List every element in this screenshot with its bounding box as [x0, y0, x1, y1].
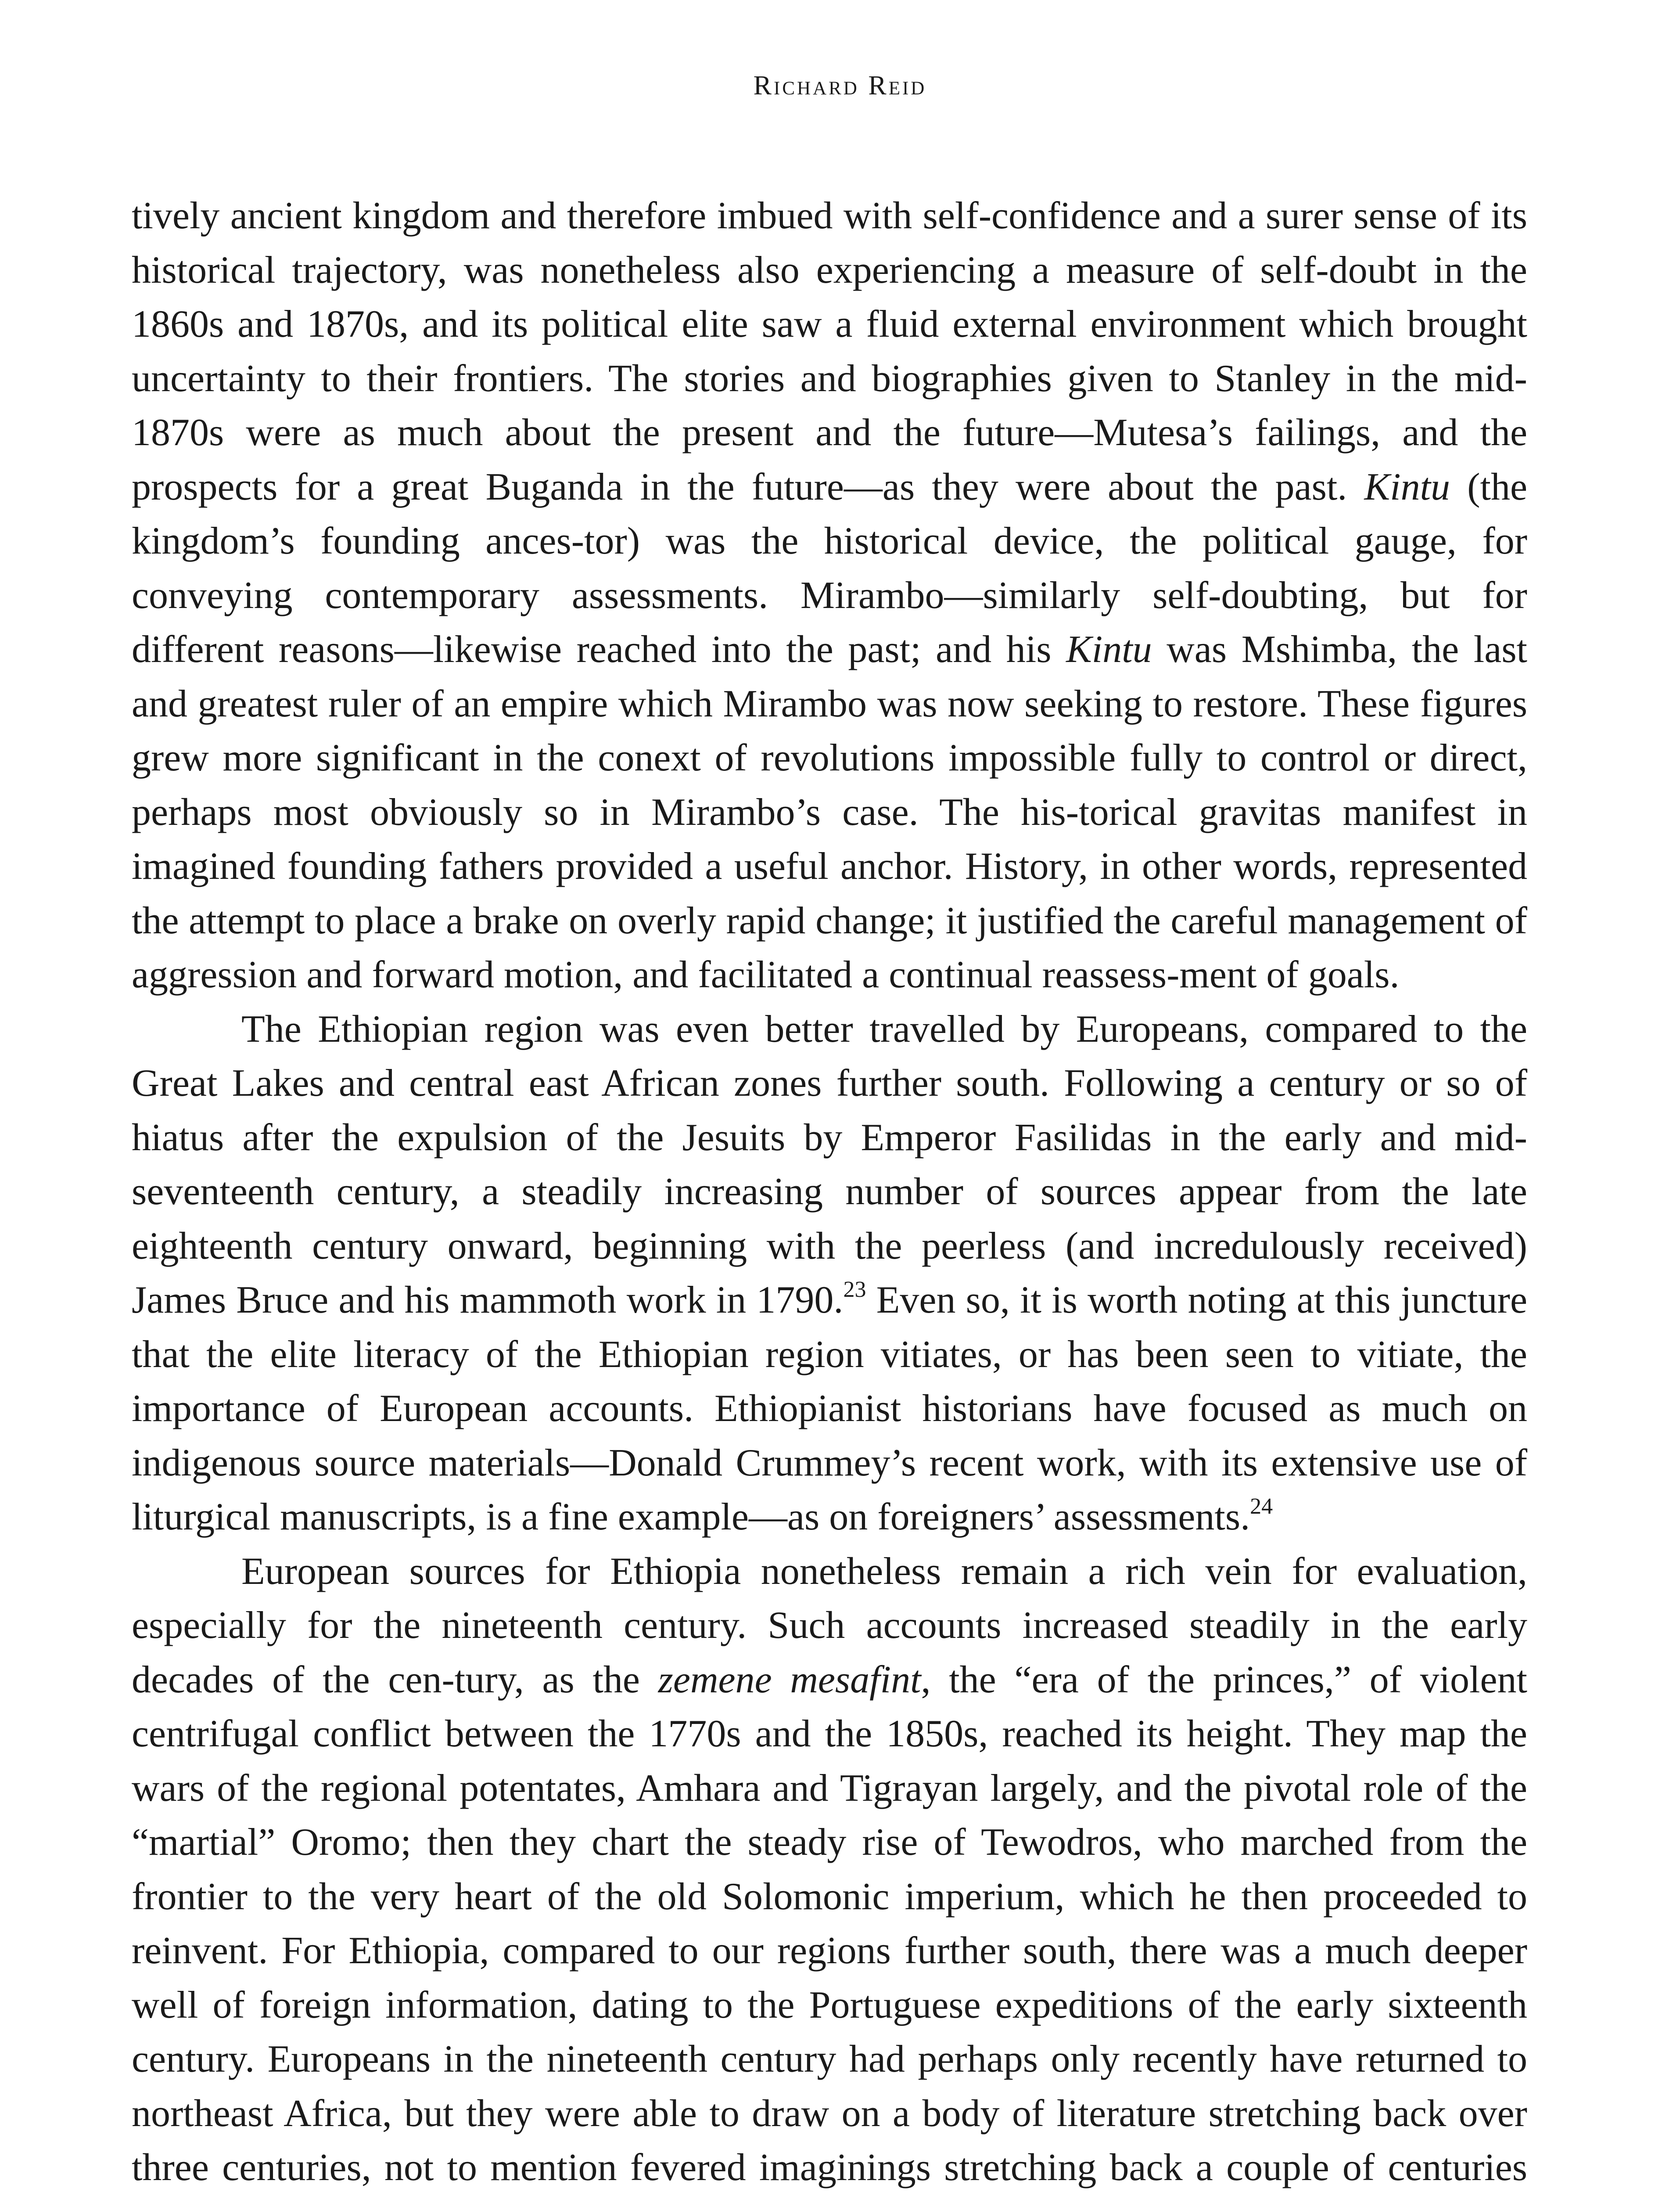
text-run: The Ethiopian region was even better travelled by Europeans, compared to the Great Lakes and central east African zones further south. Following a century or so of hiatus after the expulsion of the Jesuits by Emperor Fasilidas in the early and mid-seventeenth century, a steadily increasing number of sources appear from the late eighteenth century onward, beginning with the peerless (and incredulously received) James Bruce and his mammoth work in 1790. [132, 1008, 1527, 1321]
footnote-ref: 23 [843, 1277, 866, 1302]
paragraph-3 [132, 1544, 1527, 2195]
footnote-ref: 24 [1250, 1494, 1273, 1519]
text-run: , the “era of the princes,” of violent centrifugal conflict between the 1770s and the 1850s, reached its height. They map the wars of the regional potentates, Amhara and Tigrayan largely, and the pivotal role of the “martial” Oromo; then they chart the steady rise of Tewodros, who marched from the frontier to the very heart of the old Solomonic imperium, which he then proceeded to reinvent. For Ethiopia, compared to our regions further south, there was a much deeper well of foreign information, dating to the Portuguese expeditions of the early sixteenth century. Europeans in the nineteenth century had perhaps only recently have returned to northeast Africa, but they were able to draw on a body of literature stretching back over three centuries, not to mention fevered imaginings stretching back a couple of centuries [132, 1658, 1527, 2189]
paragraph-1 [132, 189, 1527, 1002]
text-run: was Mshimba, the last and greatest ruler of an empire which Mirambo was now seeking to restore. These figures grew more significant in the conext of revolutions impossible fully to control or direct, perhaps most obviously so in Mirambo’s case. The his-torical gravitas manifest in imagined founding fathers provided a useful anchor. History, in other words, represented the attempt to place a brake on overly rapid change; it justified the careful management of aggression and forward motion, and facilitated a continual reassess-ment of goals. [132, 628, 1528, 996]
paragraph-2 [132, 1002, 1527, 1544]
running-head: Richard Reid [753, 71, 927, 101]
italic-term: Kintu [1364, 465, 1450, 508]
text-run: Even so, it is worth noting at this juncture that the elite literacy of the Ethiopian region vitiates, or has been seen to vitiate, the importance of European accounts. Ethiopianist historians have focused as much on indigenous source materials—Donald Crummey’s recent work, with its extensive use of liturgical manuscripts, is a fine example—as on foreigners’ assessments. [132, 1279, 1527, 1538]
text-run: tively ancient kingdom and therefore imbued with self-confidence and a surer sense of its historical trajectory, was nonetheless also experiencing a measure of self-doubt in the 1860s and 1870s, and its political elite saw a fluid external environment which brought uncertainty to their frontiers. The stories and biographies given to Stanley in the mid-1870s were as much about the present and the future—Mutesa’s failings, and the prospects for a great Buganda in the future—as they were about the past. [132, 194, 1527, 508]
text-run: (the kingdom’s founding ances-tor) was the historical device, the political gauge, for conveying contemporary assessments. Mirambo—similarly self-doubting, but for different reasons—likewise reached into the past; and his [132, 465, 1528, 671]
text-run: European sources for Ethiopia nonetheless remain a rich vein for evaluation, especially for the nineteenth century. Such accounts increased steadily in the early decades of the cen-tury, as the [132, 1550, 1527, 1701]
body-text [132, 189, 1527, 2195]
italic-term: zemene mesafint [658, 1658, 921, 1701]
italic-term: Kintu [1066, 628, 1152, 671]
